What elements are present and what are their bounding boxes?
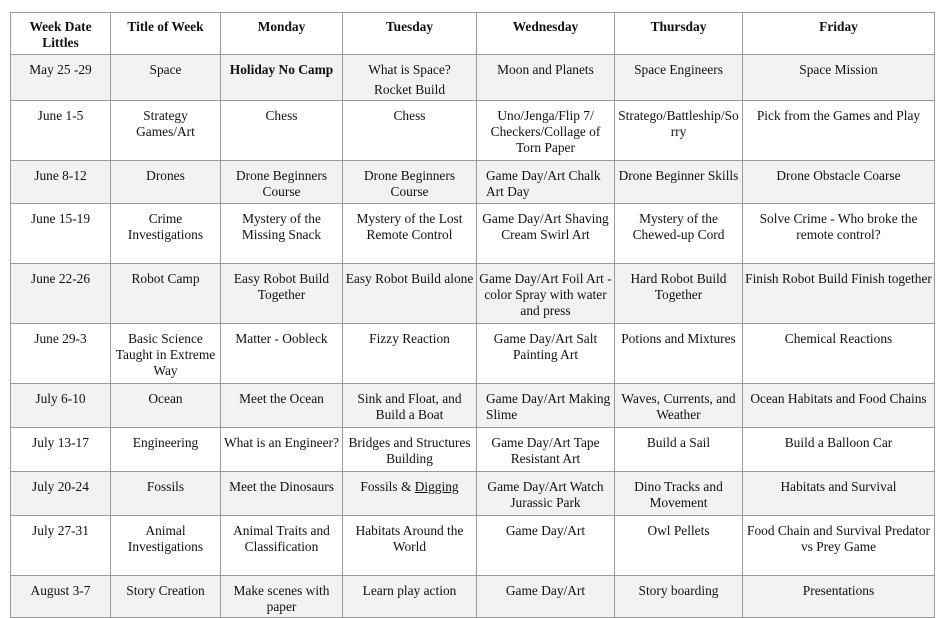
thursday-cell: Build a Sail	[615, 428, 743, 472]
table-row	[11, 324, 935, 384]
tuesday-underlined-text: Digging	[414, 479, 459, 494]
week-cell: July 6-10	[11, 384, 111, 428]
friday-cell: Space Mission	[743, 55, 935, 101]
tuesday-cell: Bridges and Structures Building	[343, 428, 477, 472]
title-cell: Animal Investigations	[111, 516, 221, 576]
wednesday-cell: Game Day/Art Chalk Art Day	[477, 161, 615, 204]
wednesday-cell: Game Day/Art Tape Resistant Art	[477, 428, 615, 472]
table-row	[11, 101, 935, 161]
table-row	[11, 576, 935, 618]
monday-cell: Meet the Dinosaurs	[221, 472, 343, 516]
friday-cell: Pick from the Games and Play	[743, 101, 935, 161]
tuesday-cell	[343, 55, 477, 101]
header-wednesday: Wednesday	[477, 13, 615, 55]
monday-cell: Meet the Ocean	[221, 384, 343, 428]
week-cell: June 1-5	[11, 101, 111, 161]
week-cell: July 13-17	[11, 428, 111, 472]
wednesday-cell: Moon and Planets	[477, 55, 615, 101]
thursday-cell: Hard Robot Build Together	[615, 264, 743, 324]
monday-cell: Easy Robot Build Together	[221, 264, 343, 324]
tuesday-cell: Fizzy Reaction	[343, 324, 477, 384]
table-row	[11, 428, 935, 472]
title-cell: Crime Investigations	[111, 204, 221, 264]
table-row	[11, 161, 935, 204]
tuesday-text-2: Rocket Build	[373, 82, 446, 97]
wednesday-cell: Uno/Jenga/Flip 7/ Checkers/Collage of Torn Paper	[477, 101, 615, 161]
title-cell: Space	[111, 55, 221, 101]
thursday-cell: Space Engineers	[615, 55, 743, 101]
friday-cell: Food Chain and Survival Predator vs Prey Game	[743, 516, 935, 576]
wednesday-cell: Game Day/Art	[477, 576, 615, 618]
table-row	[11, 516, 935, 576]
thursday-cell: Waves, Currents, and Weather	[615, 384, 743, 428]
thursday-cell: Owl Pellets	[615, 516, 743, 576]
monday-cell: Holiday No Camp	[221, 55, 343, 101]
wednesday-cell: Game Day/Art Shaving Cream Swirl Art	[477, 204, 615, 264]
header-week: Week Date Littles	[11, 13, 111, 55]
friday-cell: Build a Balloon Car	[743, 428, 935, 472]
header-thursday: Thursday	[615, 13, 743, 55]
monday-cell: Animal Traits and Classification	[221, 516, 343, 576]
week-cell: July 27-31	[11, 516, 111, 576]
monday-cell: Drone Beginners Course	[221, 161, 343, 204]
table-row	[11, 472, 935, 516]
wednesday-cell: Game Day/Art Foil Art -color Spray with water and press	[477, 264, 615, 324]
thursday-cell: Stratego/Battleship/Sorry	[615, 101, 743, 161]
wednesday-cell: Game Day/Art Making Slime	[477, 384, 615, 428]
title-cell: Drones	[111, 161, 221, 204]
week-cell: June 8-12	[11, 161, 111, 204]
tuesday-cell: Drone Beginners Course	[343, 161, 477, 204]
tuesday-cell: Chess	[343, 101, 477, 161]
header-row	[11, 13, 935, 55]
week-cell: June 15-19	[11, 204, 111, 264]
monday-cell: Mystery of the Missing Snack	[221, 204, 343, 264]
tuesday-text: Fossils &	[360, 479, 415, 494]
table-row	[11, 264, 935, 324]
thursday-cell: Mystery of the Chewed-up Cord	[615, 204, 743, 264]
thursday-cell: Dino Tracks and Movement	[615, 472, 743, 516]
tuesday-text: What is Space?	[368, 62, 451, 77]
tuesday-cell: Easy Robot Build alone	[343, 264, 477, 324]
thursday-cell: Potions and Mixtures	[615, 324, 743, 384]
monday-cell: Make scenes with paper	[221, 576, 343, 618]
tuesday-cell: Habitats Around the World	[343, 516, 477, 576]
friday-cell: Ocean Habitats and Food Chains	[743, 384, 935, 428]
week-cell: June 22-26	[11, 264, 111, 324]
wednesday-cell: Game Day/Art	[477, 516, 615, 576]
tuesday-cell	[343, 472, 477, 516]
camp-schedule-table	[10, 12, 935, 618]
week-cell: May 25 -29	[11, 55, 111, 101]
table-row	[11, 55, 935, 101]
title-cell: Fossils	[111, 472, 221, 516]
friday-cell: Drone Obstacle Coarse	[743, 161, 935, 204]
header-friday: Friday	[743, 13, 935, 55]
friday-cell: Chemical Reactions	[743, 324, 935, 384]
monday-cell: What is an Engineer?	[221, 428, 343, 472]
friday-cell: Solve Crime - Who broke the remote control?	[743, 204, 935, 264]
thursday-cell: Story boarding	[615, 576, 743, 618]
title-cell: Basic Science Taught in Extreme Way	[111, 324, 221, 384]
table-row	[11, 204, 935, 264]
title-cell: Strategy Games/Art	[111, 101, 221, 161]
tuesday-cell: Learn play action	[343, 576, 477, 618]
header-tuesday: Tuesday	[343, 13, 477, 55]
friday-cell: Finish Robot Build Finish together	[743, 264, 935, 324]
monday-cell: Matter - Oobleck	[221, 324, 343, 384]
week-cell: July 20-24	[11, 472, 111, 516]
title-cell: Robot Camp	[111, 264, 221, 324]
wednesday-cell: Game Day/Art Watch Jurassic Park	[477, 472, 615, 516]
monday-cell: Chess	[221, 101, 343, 161]
thursday-cell: Drone Beginner Skills	[615, 161, 743, 204]
tuesday-cell: Sink and Float, and Build a Boat	[343, 384, 477, 428]
title-cell: Ocean	[111, 384, 221, 428]
table-row	[11, 384, 935, 428]
title-cell: Story Creation	[111, 576, 221, 618]
week-cell: June 29-3	[11, 324, 111, 384]
wednesday-cell: Game Day/Art Salt Painting Art	[477, 324, 615, 384]
friday-cell: Presentations	[743, 576, 935, 618]
header-monday: Monday	[221, 13, 343, 55]
week-cell: August 3-7	[11, 576, 111, 618]
tuesday-cell: Mystery of the Lost Remote Control	[343, 204, 477, 264]
title-cell: Engineering	[111, 428, 221, 472]
friday-cell: Habitats and Survival	[743, 472, 935, 516]
header-title: Title of Week	[111, 13, 221, 55]
